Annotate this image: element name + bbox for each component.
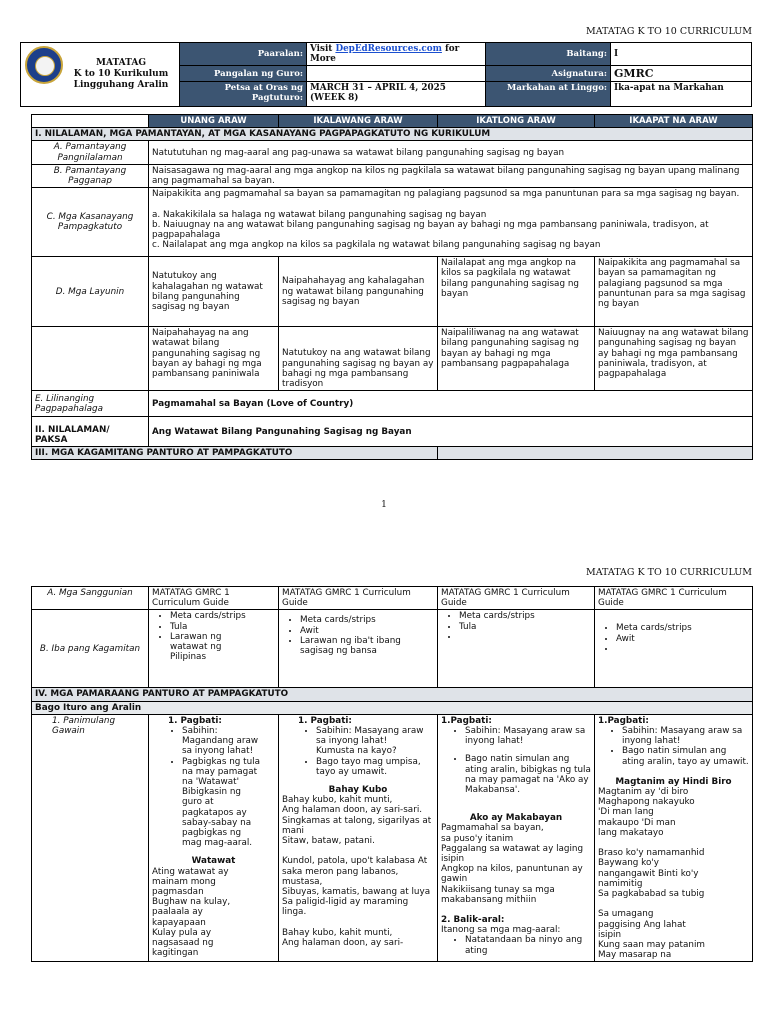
markahan-value: Ika-apat na Markahan xyxy=(611,82,752,107)
col-day2: IKALAWANG ARAW xyxy=(279,115,438,128)
paaralan-value: Visit DepEdResources.com for More xyxy=(307,43,486,66)
brand-cell xyxy=(21,43,180,107)
row-label-e: E. Lilinanging Pagpapahalaga xyxy=(32,391,149,417)
page-header-2: MATATAG K TO 10 CURRICULUM xyxy=(585,567,752,578)
baitang-label: Baitang: xyxy=(486,43,611,66)
deped-link[interactable]: DepEdResources.com xyxy=(335,44,442,54)
brand-line2: K to 10 Kurikulum xyxy=(73,69,169,79)
bago-ituro-heading: Bago Ituro ang Aralin xyxy=(32,701,753,714)
brand-line3: Lingguhang Aralin xyxy=(73,80,169,90)
lilinanging-pagpapahalaga: Pagmamahal sa Bayan (Love of Country) xyxy=(149,391,753,417)
kasanayang-pampagkatuto: Naipakikita ang pagmamahal sa bayan sa pamamagitan ng palagiang pagsunod sa mga panuntunan para sa mga sagisag ng bayan. a. Nakakikilala sa halaga ng watawat bilang pangunahing sagisag ng bayan b. Naiuugnay na ang watawat bilang pangunahing sagisag ng bayan ay bahagi ng mga pambansang paniniwala, tradisyon, at pagpapahalaga c. Nailalapat ang mga angkop na kilos sa pagkilala ng watawat bilang pangunahing sagisag ng bayan xyxy=(149,188,753,257)
kagamitan-day2: • Meta cards/strips • Awit • Larawan ng iba't ibang sagisag ng bansa xyxy=(279,610,438,688)
row-label-panimulang-gawain: 1. Panimulang Gawain xyxy=(32,714,149,962)
asignatura-value: GMRC xyxy=(611,66,752,82)
row-label-kagamitan: B. Iba pang Kagamitan xyxy=(32,610,149,688)
layunin2-day2: Natutukoy na ang watawat bilang pangunahing sagisag ng bayan ay bahagi ng mga pambansang tradisyon xyxy=(279,327,438,391)
sanggunian-day1: MATATAG GMRC 1 Curriculum Guide xyxy=(149,587,279,610)
guro-label: Pangalan ng Guro: xyxy=(180,66,307,82)
layunin-day4: Naipakikita ang pagmamahal sa bayan sa pamamagitan ng palagiang pagsunod sa mga panuntunan para sa mga sagisag ng bayan xyxy=(595,257,753,327)
kagamitan-day1: • Meta cards/strips • Tula • Larawan ng watawat ng Pilipinas xyxy=(149,610,279,688)
gawain-day1: 1. Pagbati: • Sabihin: Magandang araw sa inyong lahat! • Pagbigkas ng tula na may pamagat na 'Watawat' Bibigkasin ng guro at pagkatapos ay sabay-sabay na pagbigkas ng mag mag-aaral. Watawat Ating watawat ay mainam mong pagmasdan Bughaw na kulay, paalaala ay kapayapaan Kulay pula ay nagsasaad ng kagitingan xyxy=(149,714,279,962)
layunin2-day1: Naipahahayag na ang watawat bilang pangunahing sagisag ng bayan ay bahagi ng mga pambansang paniniwala xyxy=(149,327,279,391)
markahan-label: Markahan at Linggo: xyxy=(486,82,611,107)
paaralan-label: Paaralan: xyxy=(180,43,307,66)
sanggunian-day2: MATATAG GMRC 1 Curriculum Guide xyxy=(279,587,438,610)
nilalaman-paksa: Ang Watawat Bilang Pangunahing Sagisag ng Bayan xyxy=(149,417,753,447)
row-label-sanggunian: A. Mga Sanggunian xyxy=(32,587,149,610)
sanggunian-day4: MATATAG GMRC 1 Curriculum Guide xyxy=(595,587,753,610)
kagamitan-day4: • Meta cards/strips • Awit • xyxy=(595,610,753,688)
page-number: 1 xyxy=(381,500,387,510)
row-label-b: B. Pamantayang Pagganap xyxy=(32,164,149,187)
gawain-day2: 1. Pagbati: • Sabihin: Masayang araw sa inyong lahat! Kumusta na kayo? • Bago tayo mag umpisa, tayo ay umawit. Bahay Kubo Bahay kubo, kahit munti, Ang halaman doon, ay sari-sari. Singkamas at talong, sigarilyas at mani Sitaw, bataw, patani. Kundol, patola, upo't kalabasa At saka meron pang labanos, mustasa, Sibuyas, kamatis, bawang at luya Sa paligid-ligid ay maraming linga. Bahay kubo, kahit munti, Ang halaman doon, ay sari- xyxy=(279,714,438,962)
layunin-day2: Naipahahayag ang kahalagahan ng watawat bilang pangunahing sagisag ng bayan xyxy=(279,257,438,327)
row-label-c: C. Mga Kasanayang Pampagkatuto xyxy=(32,188,149,257)
section-4-heading: IV. MGA PAMARAANG PANTURO AT PAMPAGKATUTO xyxy=(32,688,753,701)
asignatura-label: Asignatura: xyxy=(486,66,611,82)
pamantayang-pagganap: Naisasagawa ng mag-aaral ang mga angkop na kilos ng pagkilala sa watawat bilang pangunahing sagisag ng bayan upang malinang ang pagmamahal sa bayan. xyxy=(149,164,753,187)
layunin-day3: Nailalapat ang mga angkop na kilos sa pagkilala ng watawat bilang pangunahing sagisag ng bayan xyxy=(438,257,595,327)
baitang-value: I xyxy=(611,43,752,66)
col-day4: IKAAPAT NA ARAW xyxy=(595,115,753,128)
layunin2-day4: Naiuugnay na ang watawat bilang pangunahing sagisag ng bayan ay bahagi ng mga pambansang paniniwala, tradisyon, at pagpapahalaga xyxy=(595,327,753,391)
sanggunian-day3: MATATAG GMRC 1 Curriculum Guide xyxy=(438,587,595,610)
section-3-heading: III. MGA KAGAMITANG PANTURO AT PAMPAGKATUTO xyxy=(32,447,438,460)
layunin-day1: Natutukoy ang kahalagahan ng watawat bilang pangunahing sagisag ng bayan xyxy=(149,257,279,327)
page-header: MATATAG K TO 10 CURRICULUM xyxy=(585,26,752,37)
lesson-table-page2 xyxy=(31,586,753,962)
col-day3: IKATLONG ARAW xyxy=(438,115,595,128)
kagamitan-day3: • Meta cards/strips • Tula • xyxy=(438,610,595,688)
petsa-value: MARCH 31 – APRIL 4, 2025 (WEEK 8) xyxy=(307,82,486,107)
brand-line1: MATATAG xyxy=(95,58,147,68)
petsa-label: Petsa at Oras ng Pagtuturo: xyxy=(180,82,307,107)
row-label-d: D. Mga Layunin xyxy=(32,257,149,327)
lesson-table-page1 xyxy=(31,114,753,460)
gawain-day4: 1.Pagbati: • Sabihin: Masayang araw sa inyong lahat! • Bago natin simulan ang ating aralin, tayo ay umawit. Magtanim ay Hindi Biro Magtanim ay 'di biro Maghapong nakayuko 'Di man lang makaupo 'Di man lang makatayo Braso ko'y namamanhid Baywang ko'y nangangawit Binti ko'y namimitig Sa pagkababad sa tubig Sa umagang paggising Ang lahat isipin Kung saan may patanim May masarap na xyxy=(595,714,753,962)
header-info-table xyxy=(20,42,752,107)
row-label-a: A. Pamantayang Pangnilalaman xyxy=(32,141,149,164)
section-1-heading: I. NILALAMAN, MGA PAMANTAYAN, AT MGA KASANAYANG PAGPAPAGKATUTO NG KURIKULUM xyxy=(32,128,753,141)
layunin2-day3: Naipaliliwanag na ang watawat bilang pangunahing sagisag ng bayan ay bahagi ng mga pambansang pagpapahalaga xyxy=(438,327,595,391)
row-label-ii: II. NILALAMAN/ PAKSA xyxy=(32,417,149,447)
gawain-day3: 1.Pagbati: • Sabihin: Masayang araw sa inyong lahat! • Bago natin simulan ang ating aralin, bibigkas ng tula na may pamagat na 'Ako ay Makabansa'. Ako ay Makabayan Pagmamahal sa bayan, sa puso'y itanim Paggalang sa watawat ay laging isipin Angkop na kilos, panuntunan ay gawin Nakikiisang tunay sa mga makabansang mithiin 2. Balik-aral: Itanong sa mga mag-aaral: • Natatandaan ba ninyo ang ating xyxy=(438,714,595,962)
guro-value xyxy=(307,66,486,82)
col-day1: UNANG ARAW xyxy=(149,115,279,128)
pamantayang-pangnilalaman: Natututuhan ng mag-aaral ang pag-unawa sa watawat bilang pangunahing sagisag ng bayan xyxy=(149,141,753,164)
day-header-row xyxy=(32,115,753,128)
